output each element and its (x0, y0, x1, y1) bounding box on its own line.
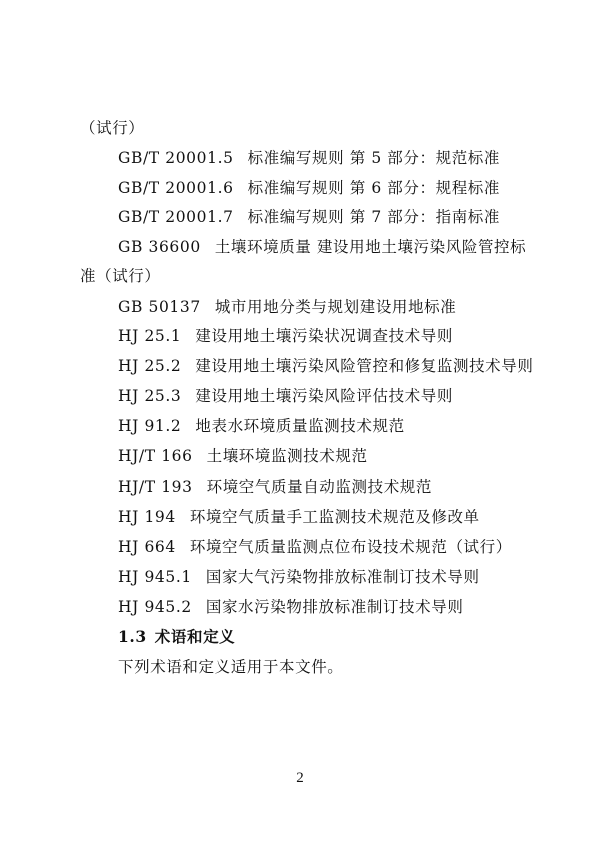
standard-gbt-20001-5 (118, 148, 500, 168)
standard-code: HJ/T 166 (118, 447, 193, 465)
standard-title: 土壤环境质量 建设用地土壤污染风险管控标 (214, 238, 527, 256)
section-body: 下列术语和定义适用于本文件。 (118, 658, 344, 676)
standard-hj-25-2 (118, 356, 533, 376)
standard-hj-945-2 (118, 597, 463, 617)
standard-title: 建设用地土壤污染状况调查技术导则 (195, 327, 453, 345)
standard-gbt-20001-6 (118, 178, 500, 198)
standard-title: 城市用地分类与规划建设用地标准 (214, 298, 457, 316)
standard-title: 环境空气质量自动监测技术规范 (206, 478, 433, 496)
standard-code: GB 50137 (118, 298, 201, 316)
standard-code: HJ 25.3 (118, 387, 182, 405)
standard-code: HJ 664 (118, 538, 176, 556)
standard-title: 标准编写规则 第 7 部分：指南标准 (247, 208, 501, 226)
standard-title: 地表水环境质量监测技术规范 (195, 417, 405, 435)
standard-title: 建设用地土壤污染风险评估技术导则 (195, 387, 453, 405)
section-number: 1.3 (118, 627, 147, 646)
standard-code: HJ 194 (118, 508, 176, 526)
standard-gb-36600-continuation: 准（试行） (80, 267, 161, 285)
section-title: 术语和定义 (154, 627, 236, 646)
standard-code: GB/T 20001.5 (118, 149, 234, 167)
trial-note-line: （试行） (80, 119, 145, 137)
standard-title: 国家大气污染物排放标准制订技术导则 (205, 568, 480, 586)
standard-hjt-166 (118, 446, 368, 466)
standard-gb-50137 (118, 297, 456, 317)
standard-title: 环境空气质量手工监测技术规范及修改单 (189, 508, 480, 526)
standard-code: GB 36600 (118, 238, 201, 256)
standard-code: HJ/T 193 (118, 478, 193, 496)
standard-title: 环境空气质量监测点位布设技术规范（试行） (189, 538, 512, 556)
standard-hj-945-1 (118, 567, 480, 587)
section-heading (118, 627, 235, 647)
standard-code: HJ 91.2 (118, 417, 182, 435)
standard-title: 建设用地土壤污染风险管控和修复监测技术导则 (195, 357, 534, 375)
standard-code: GB/T 20001.7 (118, 208, 234, 226)
standard-title: 土壤环境监测技术规范 (206, 447, 368, 465)
page-number: 2 (296, 770, 304, 786)
standard-code: HJ 945.1 (118, 568, 192, 586)
standard-hj-91-2 (118, 416, 405, 436)
standard-hj-664 (118, 537, 512, 557)
standard-hj-25-3 (118, 386, 453, 406)
standard-code: HJ 945.2 (118, 598, 192, 616)
standard-hj-25-1 (118, 326, 453, 346)
standard-title: 标准编写规则 第 6 部分：规程标准 (247, 179, 501, 197)
standard-gbt-20001-7 (118, 207, 500, 227)
standard-title: 国家水污染物排放标准制订技术导则 (205, 598, 464, 616)
standard-code: HJ 25.2 (118, 357, 182, 375)
standard-code: GB/T 20001.6 (118, 179, 234, 197)
standard-hjt-193 (118, 477, 432, 497)
standard-code: HJ 25.1 (118, 327, 182, 345)
standard-title: 标准编写规则 第 5 部分：规范标准 (247, 149, 501, 167)
standard-hj-194 (118, 507, 480, 527)
standard-gb-36600 (118, 237, 526, 257)
